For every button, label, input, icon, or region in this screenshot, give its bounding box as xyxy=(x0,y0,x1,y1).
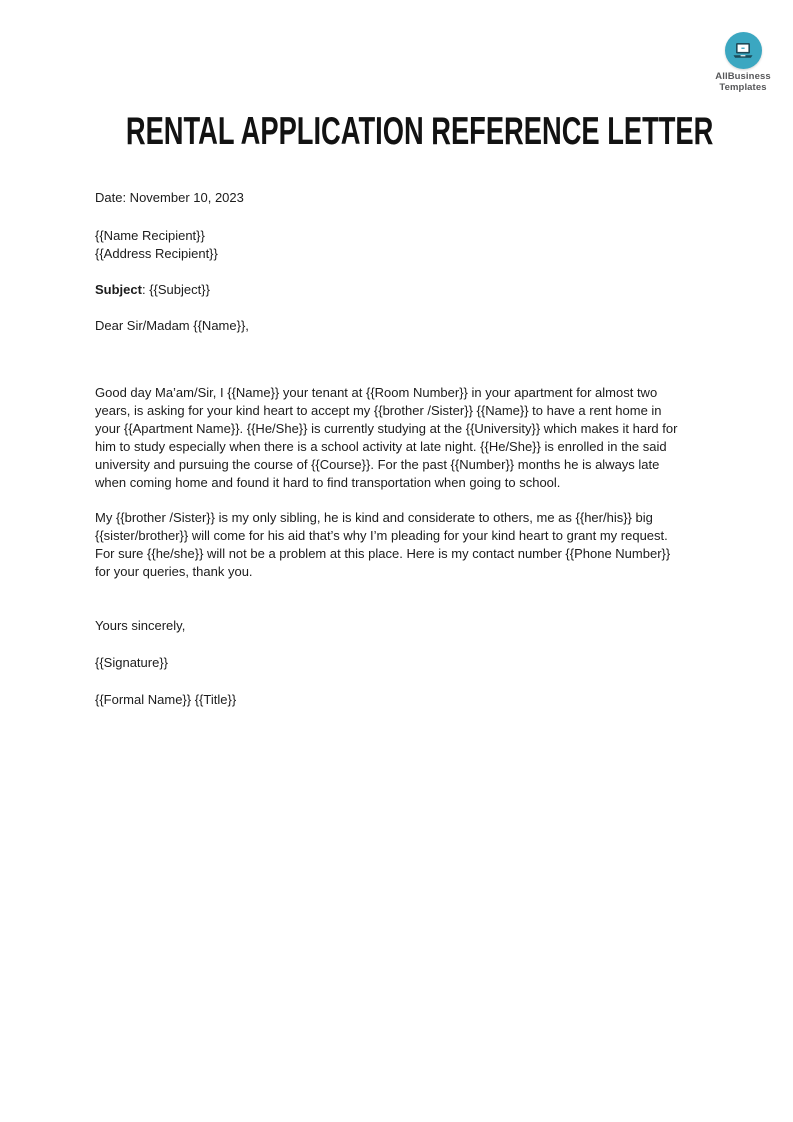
page-title: RENTAL APPLICATION REFERENCE LETTER xyxy=(125,110,714,153)
laptop-icon xyxy=(731,41,755,61)
body-paragraph-1: Good day Ma’am/Sir, I {{Name}} your tenant at {{Room Number}} in your apartment for almost two years, is asking for your kind heart to accept my {{brother /Sister}} {{Name}} to have a rent home in your {{Apartment Name}}. {{He/She}} is currently studying at the {{University}} which makes it hard for him to study especially when there is a school activity at late night. {{He/She}} is enrolled in the said university and pursuing the course of {{Course}}. For the past {{Number}} months he is always late when coming home and found it hard to find transportation when going to school. xyxy=(95,385,678,490)
letter-body xyxy=(95,189,687,709)
body-paragraph-2: My {{brother /Sister}} is my only sibling, he is kind and considerate to others, me as {{her/his}} big {{sister/brother}} will come for his aid that’s why I’m pleading for your kind heart to grant my request. For sure {{he/she}} will not be a problem at this place. Here is my contact number {{Phone Number}} for your queries, thank you. xyxy=(95,510,671,579)
date-line: Date: November 10, 2023 xyxy=(95,190,244,205)
brand-logo-circle xyxy=(725,32,762,69)
recipient-name: {{Name Recipient}} xyxy=(95,228,205,243)
closing-line: Yours sincerely, xyxy=(95,618,186,633)
title-wrap xyxy=(0,112,793,152)
subject-line xyxy=(95,281,687,299)
signoff-line: {{Formal Name}} {{Title}} xyxy=(95,692,237,707)
signature-placeholder: {{Signature}} xyxy=(95,655,169,670)
subject-value: : {{Subject}} xyxy=(141,282,210,297)
brand-logo xyxy=(701,32,785,93)
brand-name-line2: Templates xyxy=(719,81,767,93)
recipient-address: {{Address Recipient}} xyxy=(95,246,218,261)
subject-label: Subject xyxy=(95,282,142,297)
recipient-block xyxy=(95,227,687,263)
brand-name-line1: AllBusiness xyxy=(715,71,771,82)
salutation: Dear Sir/Madam {{Name}}, xyxy=(95,318,249,333)
